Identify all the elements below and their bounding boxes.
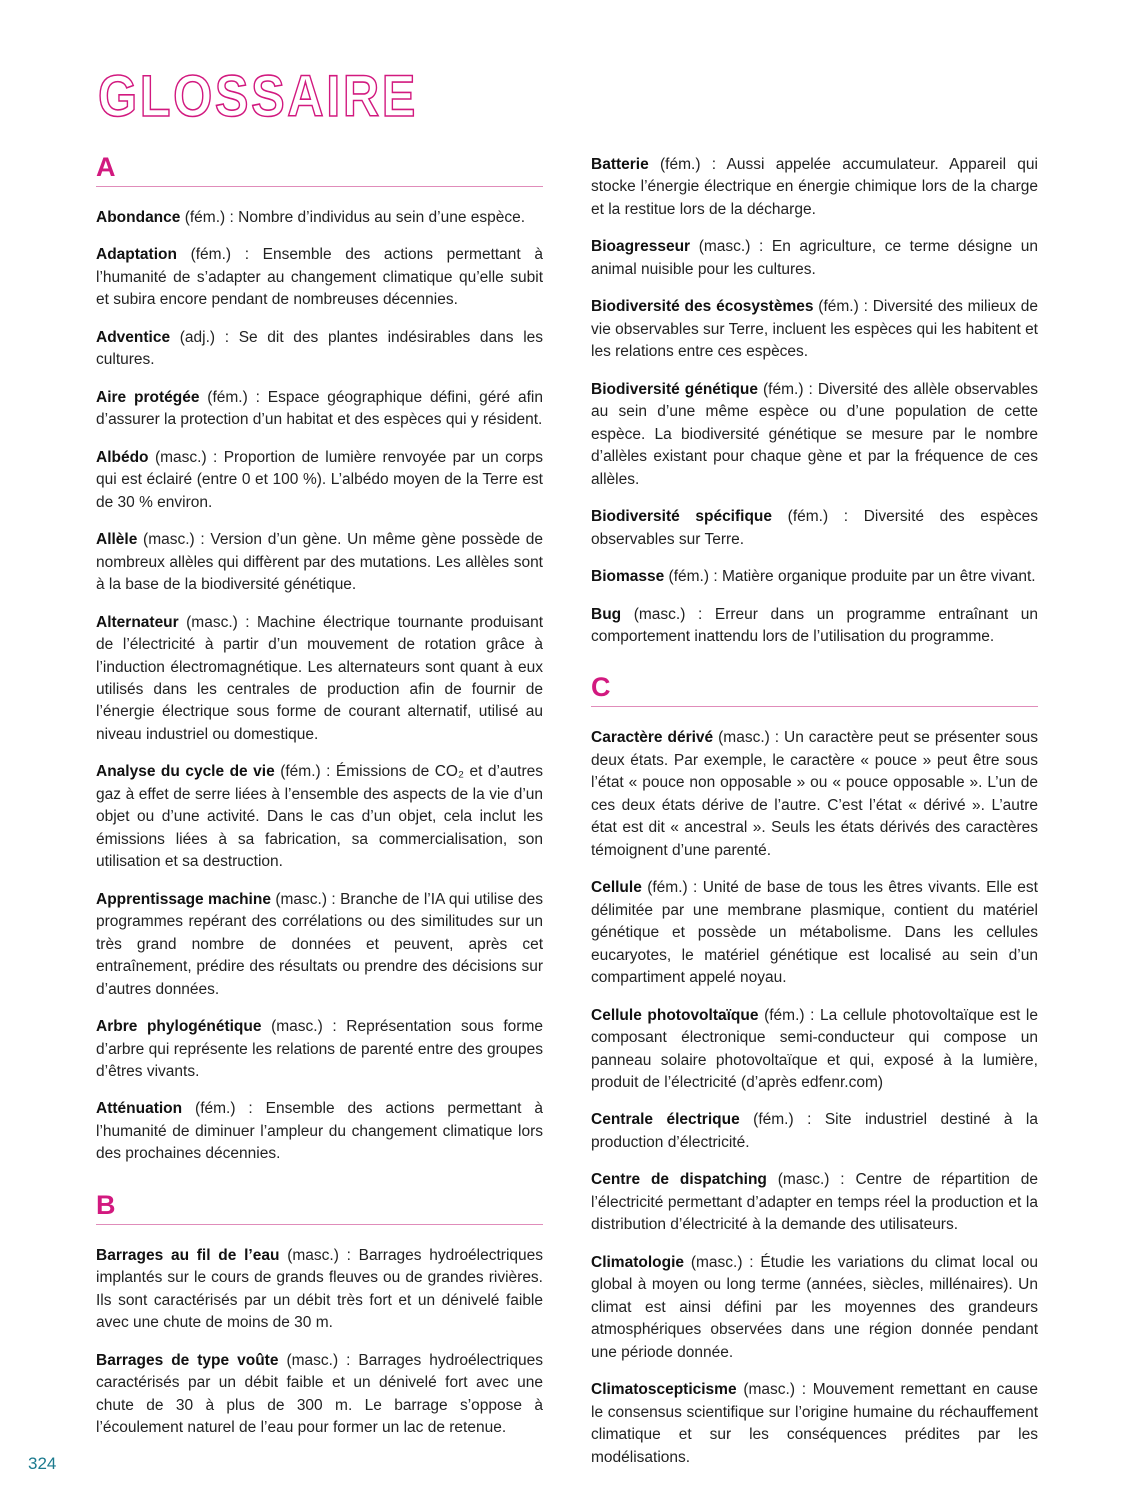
entry-gender-label: (masc.) :: [154, 448, 218, 466]
entry-term: Allèle: [96, 531, 138, 549]
entry-gender-label: (masc.) :: [271, 1018, 337, 1036]
glossary-entry: [96, 244, 543, 311]
entry-term: Caractère dérivé: [591, 729, 714, 747]
entry-gender-label: (masc.) :: [718, 729, 780, 747]
glossary-entry: [96, 207, 543, 229]
glossary-entry: [591, 877, 1038, 989]
glossary-entry: [96, 447, 543, 514]
glossary-entry: [96, 1245, 543, 1335]
entry-term: Bioagresseur: [591, 238, 691, 256]
entry-definition: Barrages hydroélectriques implantés sur le cours de grands fleuves ou de grandes rivières. Ils sont caractérisés par un débit très fort et un dénivelé faible avec une chute de moins de 30 m.: [96, 1246, 544, 1332]
entry-gender-label: (adj.) :: [179, 328, 230, 346]
page-title-graphic: [96, 64, 456, 130]
glossary-entry: [96, 761, 543, 873]
entry-definition: Ensemble des actions permettant à l’humanité de diminuer l’ampleur du changement climatique lors des prochaines décennies.: [96, 1100, 544, 1163]
section-header-c: [591, 674, 1038, 707]
page-number: 324: [28, 1454, 57, 1473]
entry-definition: Un caractère peut se présenter sous deux états. Par exemple, le caractère « pouce » peut être sous l’état « pouce non opposable » ou « pouce opposable ». L’un de ces deux états dérive de l’autre. C’est l’état « dérivé ». L’autre état est dit « ancestral ». Seuls les états dérivés des caractères témoignent d’une parenté.: [591, 729, 1039, 859]
entry-definition: La cellule photovoltaïque est le composant électronique semi-conducteur qui compose un panneau solaire photovoltaïque et qui, exposé à la lumière, produit de l’électricité (d’après edfenr.com): [591, 1006, 1038, 1091]
entry-term: Abondance: [96, 209, 181, 226]
entry-definition: Proportion de lumière renvoyée par un corps qui est éclairé (entre 0 et 100 %). L’albédo moyen de la Terre est de 30 % environ.: [96, 448, 543, 511]
entry-term: Atténuation: [96, 1100, 183, 1118]
section-header-a: [96, 154, 543, 187]
entry-gender-label: (fém.) :: [647, 879, 698, 897]
entry-gender-label: (fém.) :: [787, 508, 849, 526]
entry-gender-label: (masc.) :: [186, 613, 250, 631]
right-column: [591, 154, 1038, 1484]
entry-gender-label: (fém.) :: [763, 380, 813, 398]
glossary-entry: [96, 529, 543, 596]
entry-gender-label: (masc.) :: [690, 1253, 754, 1271]
entry-term: Climatoscepticisme: [591, 1381, 737, 1399]
entry-gender-label: (fém.) :: [668, 568, 718, 586]
glossary-entry: [96, 1350, 543, 1440]
entry-gender-label: (fém.) :: [195, 1100, 253, 1118]
page-title: GLOSSAIRE: [98, 64, 418, 129]
section-letter: C: [591, 672, 611, 703]
entry-definition: Ensemble des actions permettant à l’humanité de s’adapter au changement climatique qu’elle subit et subira encore pendant de nombreuses décennies.: [96, 246, 543, 309]
entry-definition: Diversité des milieux de vie observables sur Terre, incluent les espèces qui les habitent et les relations entre ces espèces.: [591, 298, 1038, 361]
glossary-entry: [591, 154, 1038, 221]
entry-term: Centre de dispatching: [591, 1171, 767, 1189]
entry-definition: Centre de répartition de l’électricité permettant d’adapter en temps réel la production et la distribution d’électricité à la demande des utilisateurs.: [591, 1171, 1039, 1234]
entry-definition: Étudie les variations du climat local ou global à moyen ou long terme (années, siècles, millénaires). Un climat est ainsi défini par les moyennes des grandeurs atmosphériques observées dans une région donnée pendant une période donnée.: [591, 1253, 1039, 1361]
entry-gender-label: (fém.) :: [207, 388, 260, 406]
entry-definition: Machine électrique tournante produisant de l’électricité à partir d’un mouvement de rotation grâce à l’induction électromagnétique. Les alternateurs sont quant à eux utilisés dans les centrales de production afin de fournir de l’énergie électrique sous forme de courant alternatif, utilisé au niveau industriel ou domestique.: [96, 613, 544, 743]
entry-definition: En agriculture, ce terme désigne un animal nuisible pour les cultures.: [591, 238, 1039, 278]
left-column: [96, 154, 543, 1455]
entry-term: Barrages de type voûte: [96, 1351, 279, 1369]
entry-gender-label: (masc.) :: [777, 1171, 845, 1189]
entry-definition: Nombre d’individus au sein d’une espèce.: [238, 209, 526, 226]
entry-gender-label: (fém.) :: [280, 763, 331, 781]
entry-term: Cellule: [591, 879, 642, 897]
entry-gender-label: (masc.) :: [287, 1246, 351, 1264]
glossary-entry: [96, 327, 543, 372]
entry-gender-label: (fém.) :: [818, 298, 868, 316]
glossary-entry: [591, 727, 1038, 862]
entry-term: Apprentissage machine: [96, 890, 271, 908]
entry-definition: Site industriel destiné à la production d’électricité.: [591, 1111, 1038, 1151]
entry-definition: Erreur dans un programme entraînant un comportement inattendu lors de l’utilisation du programme.: [591, 605, 1039, 645]
entry-gender-label: (masc.) :: [286, 1351, 351, 1369]
entry-definition: Espace géographique défini, géré afin d’assurer la protection d’un habitat et des espèces qui y résident.: [96, 388, 543, 429]
glossary-entry: [96, 387, 543, 432]
entry-term: Climatologie: [591, 1253, 685, 1271]
entry-term: Cellule photovoltaïque: [591, 1006, 759, 1024]
entry-term: Aire protégée: [96, 388, 200, 406]
section-header-b: [96, 1189, 543, 1225]
glossary-entry: [591, 296, 1038, 363]
entry-definition: Aussi appelée accumulateur. Appareil qui stocke l’énergie électrique en énergie chimique lors de la charge et la restitue lors de la décharge.: [591, 156, 1038, 218]
glossary-entry: [591, 379, 1038, 491]
entry-term: Adventice: [96, 328, 171, 346]
entry-term: Barrages au fil de l’eau: [96, 1246, 280, 1264]
entry-definition: Matière organique produite par un être vivant.: [721, 568, 1036, 586]
glossary-entry: [591, 1252, 1038, 1364]
entry-gender-label: (masc.) :: [743, 1381, 807, 1399]
entry-definition: Diversité des espèces observables sur Terre.: [591, 508, 1039, 548]
entry-term: Batterie: [591, 156, 649, 173]
entry-term: Biodiversité génétique: [591, 380, 758, 398]
entry-definition: Émissions de CO₂ et d’autres gaz à effet de serre liées à l’ensemble des aspects de la vie d’un objet ou d’une activité. Dans le cas d’un objet, cela inclut les émissions liées à sa fabrication, sa commercialisation, son utilisation et sa destruction.: [96, 763, 544, 871]
entry-term: Arbre phylogénétique: [96, 1018, 262, 1036]
entry-definition: Diversité des allèle observables au sein d’une même espèce ou d’une population de cette espèce. La biodiversité génétique se mesure par le nombre d’allèles existant pour chaque gène et par la fréquence de ces allèles.: [591, 380, 1039, 488]
entry-gender-label: (fém.) :: [190, 246, 250, 264]
entry-definition: Branche de l’IA qui utilise des programmes repérant des corrélations ou des similitudes sur un très grand nombre de données et peuvent, après cet entraînement, prédire des résultats ou prendre des décisions sur d’autres données.: [96, 890, 543, 998]
glossary-entry: [591, 1005, 1038, 1095]
glossary-entry: [591, 1379, 1038, 1469]
entry-term: Biomasse: [591, 568, 665, 586]
entry-term: Adaptation: [96, 246, 177, 264]
glossary-columns: [96, 154, 1038, 1484]
entry-gender-label: (fém.) :: [184, 209, 234, 226]
glossary-entry: [591, 1169, 1038, 1236]
entry-definition: Mouvement remettant en cause le consensus scientifique sur l’origine humaine du réchauffement climatique et sur les conséquences prédites par les modélisations.: [591, 1381, 1038, 1466]
glossary-entry: [591, 566, 1038, 588]
glossary-entry: [591, 236, 1038, 281]
entry-definition: Unité de base de tous les êtres vivants. Elle est délimitée par une membrane plasmique, contient du matériel génétique et possède un métabolisme. Dans les cellules eucaryotes, le matériel génétique est localisé au sein d’un compartiment appelé noyau.: [591, 879, 1038, 987]
entry-definition: Version d’un gène. Un même gène possède de nombreux allèles qui diffèrent par des mutations. Les allèles sont à la base de la biodiversité génétique.: [96, 531, 543, 594]
entry-term: Alternateur: [96, 613, 179, 631]
glossary-entry: [591, 506, 1038, 551]
entry-gender-label: (fém.) :: [660, 156, 717, 173]
entry-term: Biodiversité des écosystèmes: [591, 298, 814, 316]
entry-term: Centrale électrique: [591, 1111, 740, 1129]
entry-gender-label: (masc.) :: [698, 238, 764, 256]
entry-term: Albédo: [96, 448, 149, 466]
glossary-entry: [591, 1109, 1038, 1154]
entry-definition: Barrages hydroélectriques caractérisés par un débit faible et un dénivelé fort avec une chute de 30 à plus de 300 m. Le barrage s’oppose à l’écoulement naturel de l’eau pour former un lac de retenue.: [96, 1351, 543, 1437]
entry-gender-label: (masc.) :: [275, 890, 336, 908]
glossary-entry: [96, 612, 543, 747]
glossary-entry: [96, 889, 543, 1001]
section-letter: A: [96, 152, 116, 182]
entry-definition: Représentation sous forme d’arbre qui représente les relations de parenté entre des groupes d’êtres vivants.: [96, 1018, 543, 1080]
glossary-entry: [591, 604, 1038, 649]
entry-term: Biodiversité spécifique: [591, 508, 773, 526]
entry-gender-label: (masc.) :: [143, 531, 205, 549]
entry-term: Bug: [591, 605, 622, 623]
entry-definition: Se dit des plantes indésirables dans les cultures.: [96, 328, 544, 369]
entry-gender-label: (masc.) :: [633, 605, 703, 623]
entry-term: Analyse du cycle de vie: [96, 763, 275, 781]
section-letter: B: [96, 1189, 116, 1220]
glossary-entry: [96, 1016, 543, 1083]
entry-gender-label: (fém.) :: [753, 1111, 812, 1129]
entry-gender-label: (fém.) :: [764, 1006, 815, 1024]
glossary-entry: [96, 1098, 543, 1165]
